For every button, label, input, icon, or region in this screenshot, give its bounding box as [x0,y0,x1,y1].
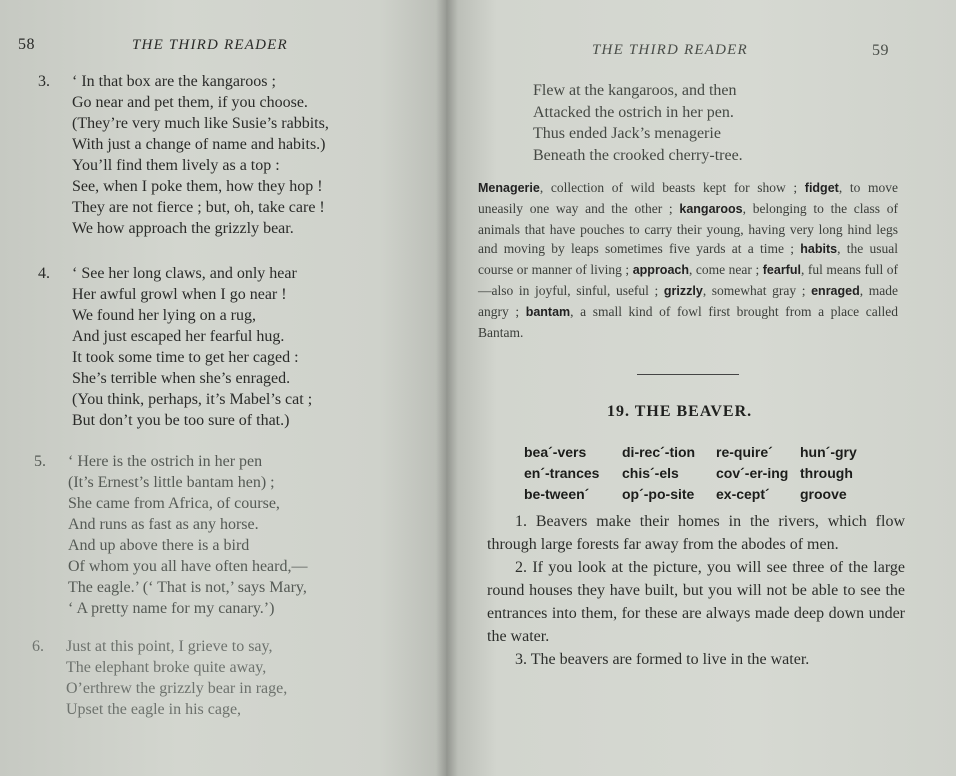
verse-line: (They’re very much like Susie’s rabbits, [72,115,329,132]
verse-line: It took some time to get her caged : [72,349,299,366]
gloss-term: kangaroos [679,201,743,216]
page-number-left: 58 [18,36,35,53]
lesson-body [487,510,905,671]
stanza-number: 4. [38,265,50,282]
spelling-word: di-rec´-tion [622,444,696,460]
left-page [0,0,446,776]
verse-line: Just at this point, I grieve to say, [66,638,273,655]
stanza-3 [38,71,329,239]
spelling-word: cov´-er-ing [716,465,789,481]
gloss-term: fearful [762,263,801,278]
spelling-word: hun´-gry [800,444,857,460]
gloss-definition: , made angry ; [478,282,898,319]
verse-line: We found her lying on a rug, [72,307,256,324]
verse-line: Thus ended Jack’s menagerie [533,125,721,142]
gloss-definition: , come near ; [688,262,763,278]
gloss-term: Menagerie [478,181,540,195]
stanza-4 [38,263,313,431]
running-head-right: THE THIRD READER [592,42,748,58]
gloss-term: grizzly [663,283,703,298]
verse-line: She’s terrible when she’s enraged. [72,370,291,387]
verse-line: And up above there is a bird [68,537,250,554]
verse-line: Flew at the kangaroos, and then [533,82,737,99]
gloss-term: bantam [525,304,571,319]
spelling-word: bea´-vers [524,444,587,460]
spelling-word: be-tween´ [524,486,590,502]
gloss-definition: , collection of wild beasts kept for show ; [539,180,805,195]
verse-line: Her awful growl when I go near ! [72,286,287,303]
verse-line: Attacked the ostrich in her pen. [533,103,734,121]
stanza-number: 3. [38,73,50,90]
verse-line: (It’s Ernest’s little bantam hen) ; [68,474,275,491]
stanza-6 [32,636,288,720]
gloss-term: fidget [804,181,839,195]
spelling-word: chis´-els [622,465,679,481]
verse-line: You’ll find them lively as a top : [72,157,280,174]
spelling-column [716,442,788,505]
verse-line: And runs as fast as any horse. [68,516,259,533]
gloss-term: habits [800,242,838,257]
verse-line: With just a change of name and habits.) [72,136,326,153]
verse-line: But don’t you be too sure of that.) [72,412,290,429]
verse-line: ‘ A pretty name for my canary.’) [68,600,275,617]
verse-line: Upset the eagle in his cage, [66,701,242,718]
spelling-column [622,442,695,505]
gloss-definition: , belonging to the class of animals that have pouches to carry their young, having very long hind legs and moving by leaps sometimes five yards at a time ; [478,200,898,257]
gloss-definition: , ful means full of—also in joyful, sinful, useful ; [478,262,898,298]
section-divider [637,374,739,375]
verse-line: The elephant broke quite away, [66,659,267,676]
verse-line: See, when I poke them, how they hop ! [72,178,323,195]
lesson-title: 19. THE BEAVER. [607,403,753,420]
spelling-word: ex-cept´ [716,486,770,502]
stanza-number: 6. [32,638,44,655]
running-head-left: THE THIRD READER [132,37,288,53]
paragraph: 1. Beavers make their homes in the rivers, which flow through large forests far away from the abodes of men. [487,513,905,553]
spelling-column [800,442,857,505]
stanza-number: 5. [34,453,46,470]
gloss-term: enraged [811,283,860,298]
verse-line: Of whom you all have often heard,— [68,558,308,575]
page-number-right: 59 [872,42,889,59]
verse-line: O’erthrew the grizzly bear in rage, [66,680,288,697]
verse-line: They are not fierce ; but, oh, take care ! [72,199,325,216]
gloss-definition: , the usual course or manner of living ; [478,241,898,278]
gloss-definition: , to move uneasily one way and the other ; [478,180,898,216]
gloss-definition: , somewhat gray ; [702,282,812,298]
gloss-definition: , a small kind of fowl first brought from a place called Bantam. [478,303,898,340]
verse-line: ‘ In that box are the kangaroos ; [72,73,276,90]
paragraph: 2. If you look at the picture, you will see three of the large round houses they have built, but you will not be able to see the entrances into them, for these are always made deep down under the water. [487,559,905,645]
stanza-5 [34,451,308,619]
verse-line: ‘ Here is the ostrich in her pen [68,453,263,470]
verse-line: We how approach the grizzly bear. [72,220,294,237]
verse-line: The eagle.’ (‘ That is not,’ says Mary, [68,579,307,596]
spelling-word: groove [800,486,847,502]
spelling-word: re-quire´ [716,444,773,460]
spelling-word: through [800,465,853,481]
spelling-column [524,442,599,505]
vocabulary-notes [478,178,898,342]
verse-continuation [533,80,743,166]
verse-line: ‘ See her long claws, and only hear [72,265,297,282]
verse-line: And just escaped her fearful hug. [72,328,285,345]
spelling-word: op´-po-site [622,486,695,502]
verse-line: (You think, perhaps, it’s Mabel’s cat ; [72,391,313,408]
book-gutter [436,0,458,776]
spelling-word: en´-trances [524,465,600,481]
verse-line: Go near and pet them, if you choose. [72,94,308,111]
verse-line: She came from Africa, of course, [68,495,280,512]
paragraph: 3. The beavers are formed to live in the water. [515,651,810,668]
gloss-term: approach [632,263,689,278]
verse-line: Beneath the crooked cherry-tree. [533,146,743,164]
